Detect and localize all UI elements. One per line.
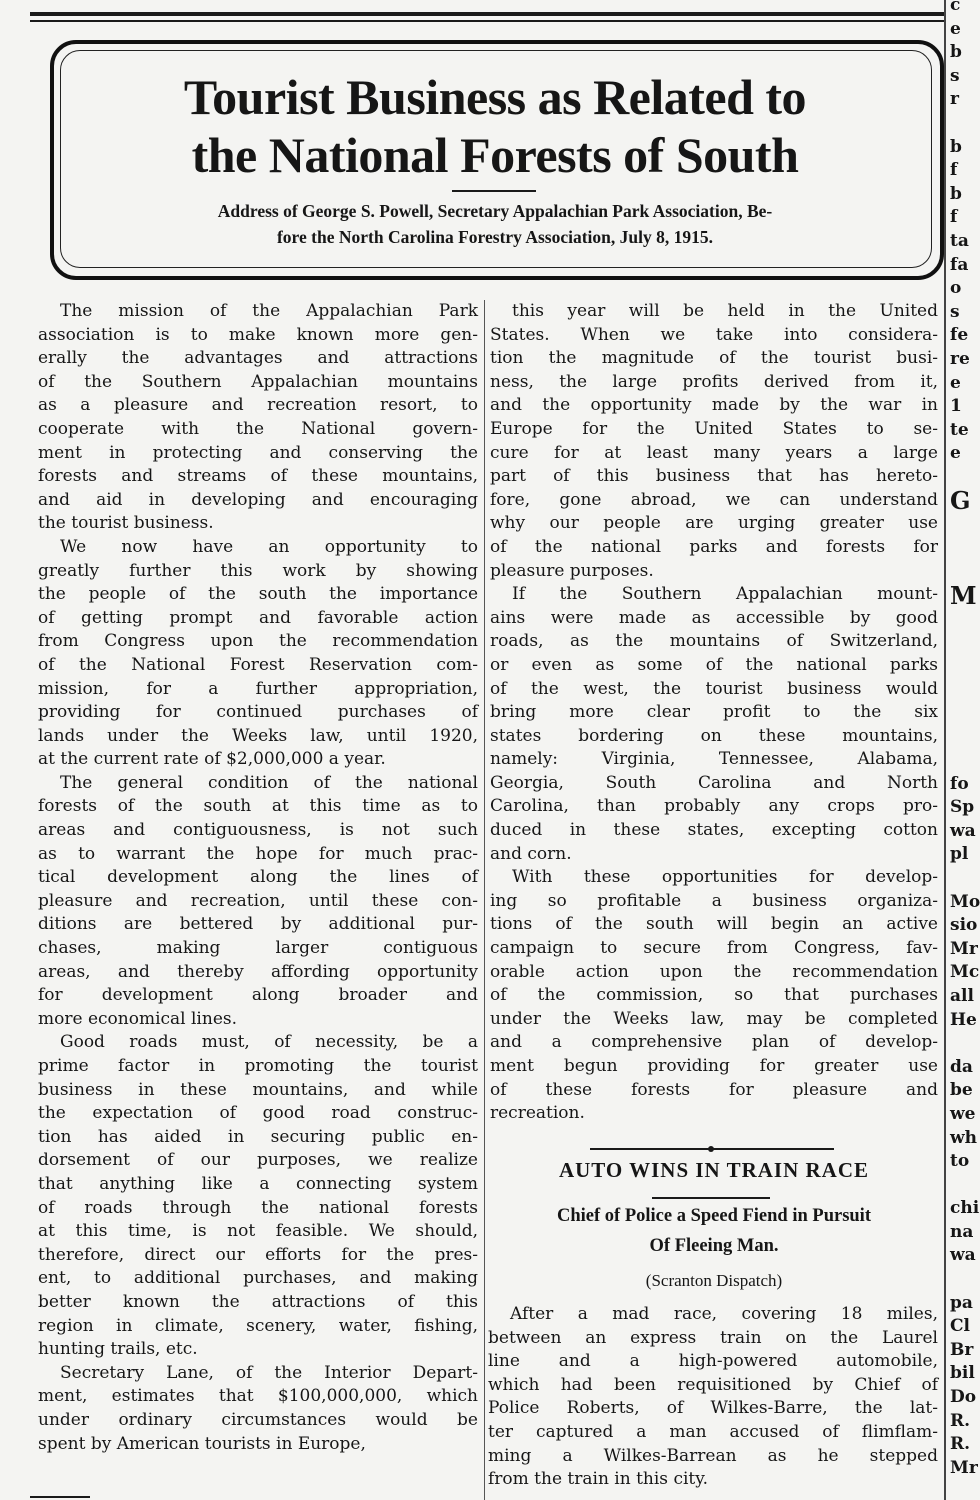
text-line: The general condition of the national [60,772,478,793]
text-line: Police Roberts, of Wilkes-Barre, the lat- [488,1398,938,1419]
fragment-line [950,725,980,749]
text-line: ent, to additional purchases, and making [38,1268,478,1289]
fragment-line: Br [950,1339,974,1360]
fragment-line: o [950,278,962,299]
fragment-line [950,112,980,136]
text-line: prime factor in promoting the tourist [38,1056,478,1076]
text-line: and a comprehensive plan of develop- [490,1032,938,1053]
fragment-line: b [950,183,962,204]
fragment-line: R. [950,1434,971,1455]
second-dateline: (Scranton Dispatch) [645,1271,783,1290]
text-line: which had been requisitioned by Chief of [488,1374,938,1395]
fragment-line: all [950,985,974,1006]
text-line: ment, estimates that $100,000,000, which [38,1386,478,1407]
fragment-line [950,655,980,679]
fragment-line [950,1268,980,1292]
text-line: mission, for a further appropriation, [38,678,478,699]
text-line: forests of the south at this time as to [38,796,478,817]
fragment-line: Mc [950,962,980,983]
text-line: hunting trails, etc. [38,1339,198,1360]
fragment-line [950,702,980,726]
fragment-line: f [950,160,958,181]
fragment-line: G [950,486,971,516]
fragment-line: M [950,580,977,610]
fragment-line: pl [950,844,969,865]
text-line: line and a high-powered automobile, [488,1351,938,1372]
fragment-line [950,1174,980,1198]
fragment-line: Cl [950,1316,970,1337]
top-rule-thick [30,12,944,16]
text-line: ness, the large profits derived from it, [490,371,938,392]
text-line: With these opportunities for develop- [512,867,938,888]
text-line: We now have an opportunity to [60,536,478,557]
article-subtitle-line-2: fore the North Carolina Forestry Association, July 8, 1915. [276,227,713,247]
text-line: ains were made as accessible by good [490,607,938,628]
text-line: recreation. [490,1103,585,1124]
text-line: ditions are bettered by additional pur- [38,914,478,935]
fragment-line: wh [950,1127,977,1148]
text-line: Europe for the United States to se- [490,418,938,439]
text-line: providing for continued purchases of [38,702,478,723]
text-line: namely: Virginia, Tennessee, Alabama, [490,749,938,770]
text-line: states bordering on these mountains, [490,725,938,746]
text-line: ment begun providing for greater use [490,1056,938,1076]
text-line: After a mad race, covering 18 miles, [510,1304,938,1324]
text-line: areas, and thereby affording opportunity [38,961,478,982]
text-line: or even as some of the national parks [490,654,938,675]
text-line: The mission of the Appalachian Park [60,301,478,321]
second-subhead-line-1: Chief of Police a Speed Fiend in Pursuit [557,1206,871,1226]
top-rule-thin [30,20,944,22]
section-divider-dot [708,1146,714,1152]
text-line: part of this business that has hereto- [490,466,938,487]
text-line: campaign to secure from Congress, fav- [490,938,938,959]
fragment-line [950,607,980,631]
text-line: roads, as the mountains of Switzerland, [490,631,938,652]
text-line: Good roads must, of necessity, be a [60,1032,478,1053]
text-line: the people of the south the importance [38,584,478,605]
text-line: from the train in this city. [488,1469,708,1490]
column-divider-left [484,300,485,1500]
text-line: under the Weeks law, may be completed [490,1008,938,1029]
fragment-line: e [950,372,961,393]
fragment-line: fe [950,325,969,346]
text-line: of the National Forest Reservation com- [38,654,478,675]
text-line: as to warrant the hope for much prac- [38,843,478,864]
text-line: pleasure purposes. [490,560,654,581]
fragment-line: Mo [950,891,980,912]
text-line: and aid in developing and encouraging [38,489,478,510]
text-line: If the Southern Appalachian mount- [512,584,938,605]
fragment-line: Mr [950,1457,978,1478]
article-title-line-2: the National Forests of South [191,127,799,183]
title-divider [452,190,536,192]
text-line: at the current rate of $2,000,000 a year. [38,749,386,770]
fragment-line: wa [950,820,976,841]
text-line: cure for at least many years a large [490,442,938,463]
fragment-line: e [950,18,961,39]
text-line: tion the magnitude of the tourist busi- [490,348,938,369]
fragment-line: 1 [950,396,962,417]
fragment-line: Mr [950,938,978,959]
bottom-rule [30,1496,90,1498]
text-line: at this time, is not feasible. We should, [38,1221,478,1242]
text-line: ming a Wilkes-Barrean as he stepped [488,1445,938,1466]
text-line: bring more clear profit to the six [490,702,938,723]
fragment-line: e [950,443,961,464]
text-line: pleasure and recreation, until these con- [38,890,478,911]
text-line: ter captured a man accused of flimflam- [488,1421,938,1442]
fragment-line: da [950,1056,973,1077]
text-line: region in climate, scenery, water, fishing, [38,1315,478,1336]
text-line: under ordinary circumstances would be [38,1409,478,1430]
text-line: tical development along the lines of [38,867,478,888]
fragment-line: R. [950,1410,971,1431]
text-line: between an express train on the Laurel [488,1327,938,1348]
fragment-line: Sp [950,797,975,818]
text-line: this year will be held in the United [512,301,938,321]
text-line: orable action upon the recommendation [490,961,938,982]
second-subhead-line-2: Of Fleeing Man. [649,1236,779,1256]
text-line: that anything like a connecting system [38,1173,478,1194]
column-divider-right [944,0,946,1500]
second-headline: AUTO WINS IN TRAIN RACE [558,1158,870,1182]
text-line: Georgia, South Carolina and North [490,772,938,793]
text-line: ment in protecting and conserving the [38,442,478,463]
text-line: cooperate with the National govern- [38,418,478,439]
text-line: Secretary Lane, of the Interior Depart- [60,1362,478,1383]
text-line: the expectation of good road construc- [38,1103,478,1124]
fragment-line [950,1032,980,1056]
text-line: association is to make known more gen- [38,324,478,345]
fragment-line: sio [950,915,978,936]
text-line: from Congress upon the recommendation [38,631,478,652]
fragment-line [950,513,980,537]
fragment-line: te [950,419,969,440]
text-line: for development along broader and [38,985,478,1006]
text-line: tion has aided in securing public en- [38,1126,478,1147]
headline-divider [652,1197,770,1199]
fragment-line [950,631,980,655]
text-line: of the west, the tourist business would [490,678,938,699]
text-line: and corn. [490,843,572,864]
text-line: therefore, direct our efforts for the pres- [38,1244,478,1265]
text-line: as a pleasure and recreation resort, to [38,395,478,416]
fragment-line: s [950,301,960,322]
fragment-line: c [950,0,961,15]
fragment-line: fa [950,254,969,275]
second-article-body [488,1303,938,1492]
text-line: of the commission, so that purchases [490,985,938,1006]
fragment-line: re [950,348,970,369]
fragment-line: to [950,1151,970,1172]
fragment-line [950,678,980,702]
fragment-line: bil [950,1363,975,1384]
text-line: of the Southern Appalachian mountains [38,371,478,392]
fragment-line: s [950,65,960,86]
fragment-line [950,537,980,561]
text-line: tions of the south will begin an active [490,914,938,935]
adjacent-column-fragment [950,0,980,1480]
text-line: of getting prompt and favorable action [38,607,478,628]
fragment-line: be [950,1080,973,1101]
text-line: erally the advantages and attractions [38,348,478,369]
article-subtitle-line-1: Address of George S. Powell, Secretary Appalachian Park Association, Be- [217,201,773,221]
text-line: of the national parks and forests for [490,536,938,557]
text-line: why our people are urging greater use [490,513,938,534]
text-line: fore, gone abroad, we can understand [490,489,938,510]
text-line: areas and contiguousness, is not such [38,820,478,841]
fragment-line: wa [950,1245,976,1266]
text-line: the tourist business. [38,513,214,534]
fragment-line: ta [950,230,969,251]
fragment-line: f [950,207,958,228]
fragment-line: b [950,136,962,157]
text-line: forests and streams of these mountains, [38,466,478,487]
fragment-line: na [950,1221,974,1242]
text-line: greatly further this work by showing [38,560,478,581]
left-column [38,300,478,1456]
text-line: dorsement of our purposes, we realize [38,1150,478,1171]
fragment-line: Do [950,1387,977,1408]
text-line: duced in these states, excepting cotton [490,820,938,841]
article-title-line-1: Tourist Business as Related to [183,69,807,125]
fragment-line: pa [950,1292,973,1313]
fragment-line: r [950,89,959,110]
fragment-line: He [950,1009,977,1030]
text-line: Carolina, than probably any crops pro- [490,796,938,817]
fragment-line: fo [950,773,969,794]
middle-column [490,300,938,1126]
text-line: lands under the Weeks law, until 1920, [38,725,478,746]
text-line: of roads through the national forests [38,1197,478,1218]
text-line: and the opportunity made by the war in [490,395,938,416]
fragment-line: chi [950,1198,980,1219]
fragment-line: we [950,1103,976,1124]
text-line: business in these mountains, and while [38,1079,478,1100]
text-line: spent by American tourists in Europe, [38,1433,366,1454]
text-line: chases, making larger contiguous [38,938,478,959]
fragment-line [950,749,980,773]
fragment-line [950,867,980,891]
text-line: States. When we take into considera- [490,324,938,345]
fragment-line: b [950,42,962,63]
text-line: better known the attractions of this [38,1291,478,1312]
text-line: of these forests for pleasure and [490,1079,938,1100]
text-line: more economical lines. [38,1008,238,1029]
text-line: ing so profitable a business organiza- [490,890,938,911]
